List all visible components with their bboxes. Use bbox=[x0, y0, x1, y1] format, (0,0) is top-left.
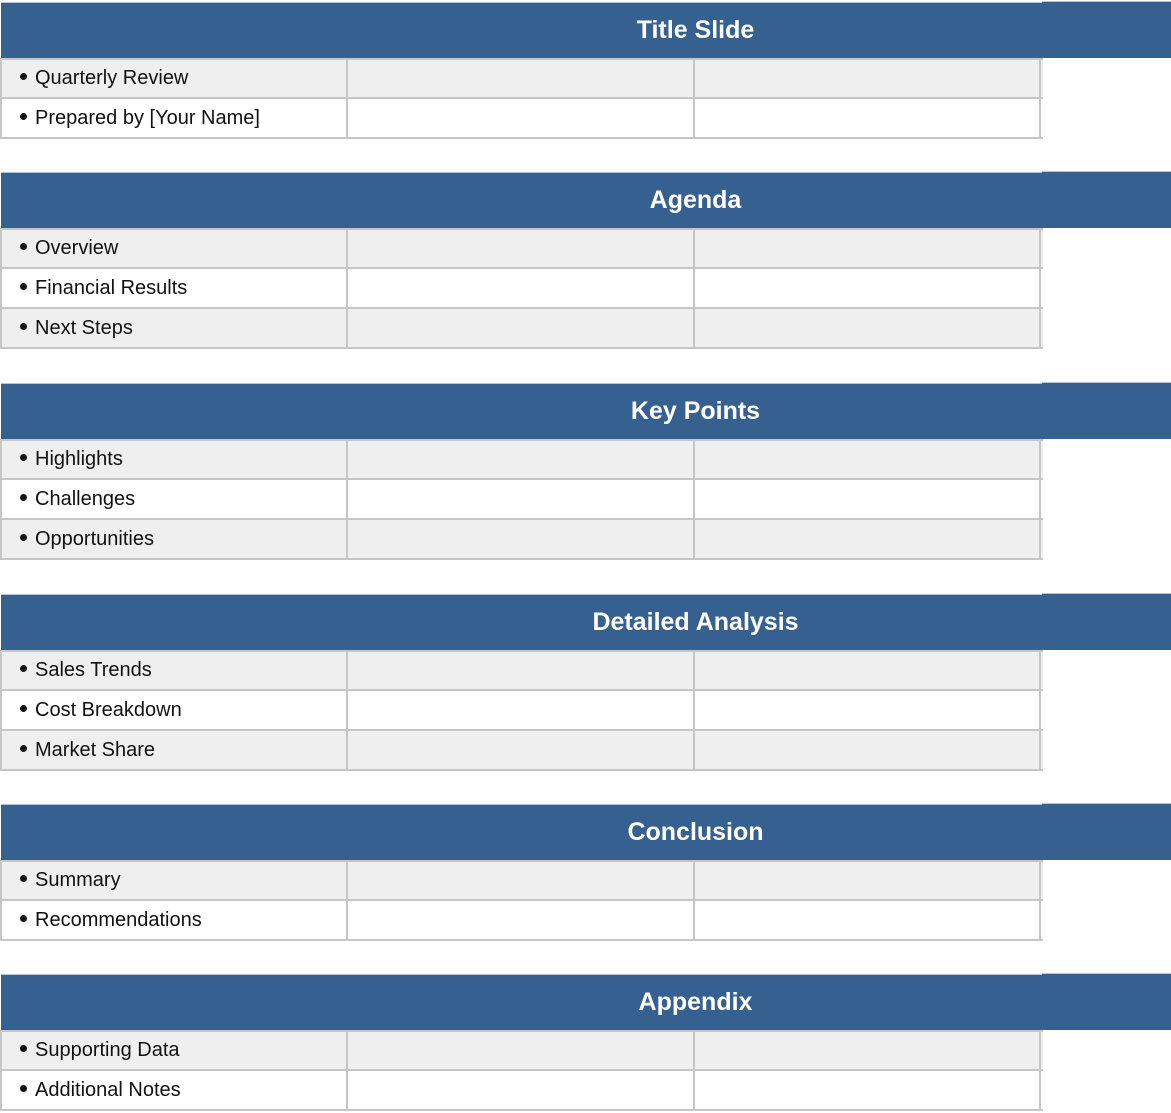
value-cell[interactable] bbox=[348, 652, 695, 689]
value-cell[interactable] bbox=[348, 269, 695, 307]
table-row bbox=[2, 520, 1043, 560]
row-label: Recommendations bbox=[35, 908, 202, 931]
bullet-icon bbox=[20, 113, 27, 120]
label-cell[interactable] bbox=[2, 269, 348, 307]
table-row bbox=[2, 480, 1043, 520]
row-label: Overview bbox=[35, 237, 119, 259]
header-overhang bbox=[1042, 593, 1171, 650]
label-cell[interactable] bbox=[2, 99, 348, 137]
row-label: Summary bbox=[35, 869, 121, 891]
value-cell[interactable] bbox=[348, 99, 695, 137]
table-row bbox=[2, 691, 1043, 731]
row-label: Additional Notes bbox=[35, 1078, 181, 1101]
value-cell[interactable] bbox=[348, 60, 695, 97]
bullet-icon bbox=[20, 1045, 27, 1052]
value-cell[interactable] bbox=[695, 520, 1041, 558]
value-cell[interactable] bbox=[348, 309, 695, 347]
bullet-icon bbox=[20, 1085, 27, 1092]
value-cell[interactable] bbox=[695, 1032, 1041, 1069]
label-cell[interactable] bbox=[2, 520, 348, 558]
row-label: Next Steps bbox=[35, 316, 133, 339]
row-label: Opportunities bbox=[35, 527, 154, 550]
section-header bbox=[1, 2, 1042, 58]
value-cell[interactable] bbox=[695, 269, 1041, 307]
value-cell[interactable] bbox=[695, 652, 1041, 689]
value-cell[interactable] bbox=[695, 691, 1041, 729]
section-header bbox=[1, 594, 1042, 650]
label-cell[interactable] bbox=[2, 230, 348, 267]
header-overhang bbox=[1042, 382, 1171, 439]
header-overhang bbox=[1042, 803, 1171, 860]
label-cell[interactable] bbox=[2, 309, 348, 347]
bullet-icon bbox=[20, 875, 27, 882]
table-row bbox=[2, 439, 1043, 480]
bullet-icon bbox=[20, 323, 27, 330]
table-row bbox=[2, 860, 1043, 901]
header-overhang bbox=[1042, 1, 1171, 58]
row-label: Supporting Data bbox=[35, 1039, 180, 1061]
section-header bbox=[1, 172, 1042, 228]
section-header bbox=[1, 383, 1042, 439]
bullet-icon bbox=[20, 454, 27, 461]
bullet-icon bbox=[20, 73, 27, 80]
header-overhang bbox=[1042, 973, 1171, 1030]
label-cell[interactable] bbox=[2, 691, 348, 729]
label-cell[interactable] bbox=[2, 901, 348, 939]
bullet-icon bbox=[20, 283, 27, 290]
value-cell[interactable] bbox=[695, 480, 1041, 518]
table-row bbox=[2, 309, 1043, 349]
row-label: Quarterly Review bbox=[35, 67, 189, 89]
table-row bbox=[2, 228, 1043, 269]
row-label: Prepared by [Your Name] bbox=[35, 106, 260, 129]
section-appendix bbox=[0, 974, 1171, 1111]
row-label: Sales Trends bbox=[35, 659, 152, 681]
bullet-icon bbox=[20, 705, 27, 712]
section-agenda bbox=[0, 172, 1171, 349]
value-cell[interactable] bbox=[348, 691, 695, 729]
bullet-icon bbox=[20, 745, 27, 752]
label-cell[interactable] bbox=[2, 731, 348, 769]
value-cell[interactable] bbox=[348, 862, 695, 899]
row-label: Financial Results bbox=[35, 276, 188, 299]
table-row bbox=[2, 58, 1043, 99]
label-cell[interactable] bbox=[2, 441, 348, 478]
section-title: Conclusion bbox=[627, 818, 764, 846]
section-title-slide bbox=[0, 2, 1171, 139]
value-cell[interactable] bbox=[695, 1071, 1041, 1109]
header-overhang bbox=[1042, 171, 1171, 228]
section-rows bbox=[0, 228, 1041, 349]
section-rows bbox=[0, 650, 1041, 771]
bullet-icon bbox=[20, 665, 27, 672]
bullet-icon bbox=[20, 243, 27, 250]
section-rows bbox=[0, 1030, 1041, 1111]
table-row bbox=[2, 901, 1043, 941]
bullet-icon bbox=[20, 494, 27, 501]
label-cell[interactable] bbox=[2, 480, 348, 518]
value-cell[interactable] bbox=[695, 731, 1041, 769]
section-title: Appendix bbox=[638, 988, 753, 1016]
bullet-icon bbox=[20, 915, 27, 922]
value-cell[interactable] bbox=[695, 230, 1041, 267]
value-cell[interactable] bbox=[348, 480, 695, 518]
label-cell[interactable] bbox=[2, 862, 348, 899]
row-label: Cost Breakdown bbox=[35, 698, 182, 721]
label-cell[interactable] bbox=[2, 1032, 348, 1069]
table-row bbox=[2, 269, 1043, 309]
label-cell[interactable] bbox=[2, 652, 348, 689]
value-cell[interactable] bbox=[348, 520, 695, 558]
bullet-icon bbox=[20, 534, 27, 541]
section-header bbox=[1, 974, 1042, 1030]
value-cell[interactable] bbox=[348, 1032, 695, 1069]
section-detailed-analysis bbox=[0, 594, 1171, 771]
row-label: Challenges bbox=[35, 487, 136, 510]
value-cell[interactable] bbox=[348, 230, 695, 267]
row-label: Highlights bbox=[35, 448, 123, 470]
row-label: Market Share bbox=[35, 738, 156, 761]
table-row bbox=[2, 1030, 1043, 1071]
table-row bbox=[2, 1071, 1043, 1111]
label-cell[interactable] bbox=[2, 60, 348, 97]
value-cell[interactable] bbox=[695, 309, 1041, 347]
value-cell[interactable] bbox=[348, 901, 695, 939]
label-cell[interactable] bbox=[2, 1071, 348, 1109]
section-conclusion bbox=[0, 804, 1171, 941]
section-title: Agenda bbox=[649, 186, 742, 214]
value-cell[interactable] bbox=[348, 731, 695, 769]
value-cell[interactable] bbox=[695, 441, 1041, 478]
table-row bbox=[2, 99, 1043, 139]
value-cell[interactable] bbox=[695, 862, 1041, 899]
section-header bbox=[1, 804, 1042, 860]
table-row bbox=[2, 650, 1043, 691]
value-cell[interactable] bbox=[348, 1071, 695, 1109]
section-title: Detailed Analysis bbox=[592, 608, 799, 636]
section-rows bbox=[0, 439, 1041, 560]
value-cell[interactable] bbox=[348, 441, 695, 478]
section-key-points bbox=[0, 383, 1171, 560]
value-cell[interactable] bbox=[695, 60, 1041, 97]
value-cell[interactable] bbox=[695, 99, 1041, 137]
value-cell[interactable] bbox=[695, 901, 1041, 939]
section-title: Key Points bbox=[630, 397, 761, 425]
section-rows bbox=[0, 860, 1041, 941]
section-rows bbox=[0, 58, 1041, 139]
table-row bbox=[2, 731, 1043, 771]
section-title: Title Slide bbox=[636, 16, 755, 44]
